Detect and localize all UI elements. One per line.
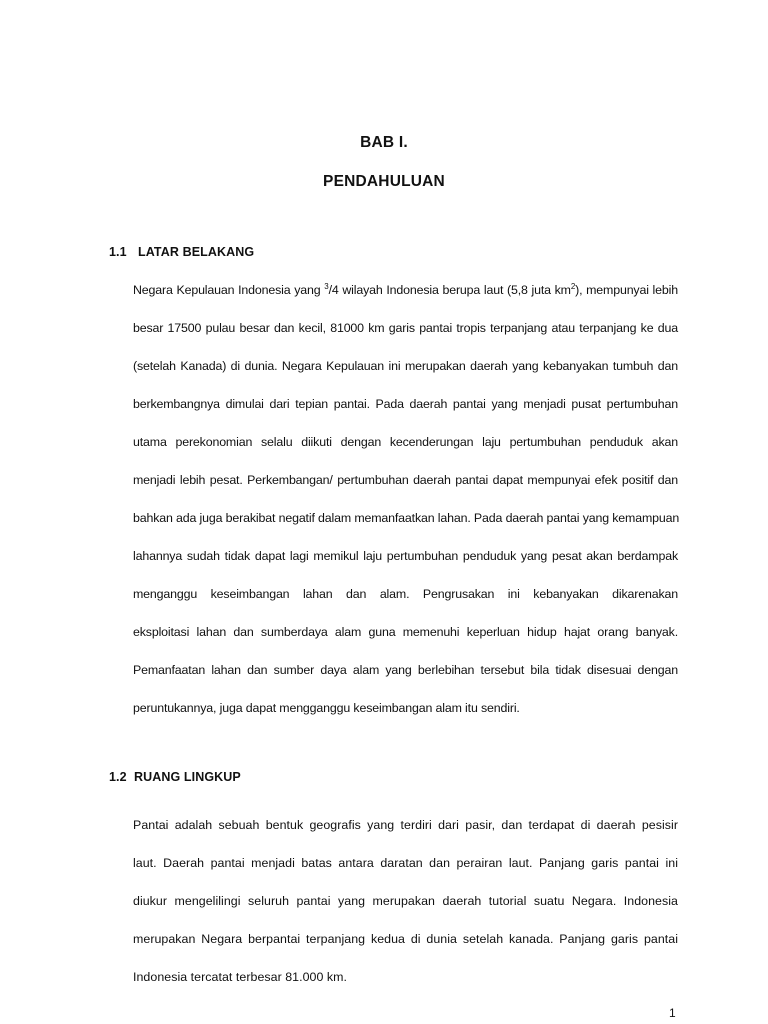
- section-number: 1.2: [109, 770, 127, 784]
- text-run: ), mempunyai lebih: [575, 283, 678, 297]
- paragraph-line: Pemanfaatan lahan dan sumber daya alam yang berlebihan tersebut bila tidak disesuai dengan: [133, 663, 678, 677]
- chapter-label: BAB I.: [360, 134, 408, 151]
- superscript: 2: [570, 282, 576, 291]
- paragraph-line: menjadi lebih pesat. Perkembangan/ pertumbuhan daerah pantai dapat mempunyai efek positif dan: [133, 473, 678, 487]
- paragraph-line: Pantai adalah sebuah bentuk geografis yang terdiri dari pasir, dan terdapat di daerah pesisir: [133, 818, 678, 832]
- section-heading-ruang-lingkup: [109, 770, 241, 784]
- paragraph-line: peruntukannya, juga dapat mengganggu keseimbangan alam itu sendiri.: [133, 701, 520, 715]
- paragraph-line: Indonesia tercatat terbesar 81.000 km.: [133, 970, 348, 984]
- paragraph-line: menganggu keseimbangan lahan dan alam. Pengrusakan ini kebanyakan dikarenakan: [133, 587, 678, 601]
- paragraph-line: merupakan Negara berpantai terpanjang kedua di dunia setelah kanada. Panjang garis pantai: [133, 932, 678, 946]
- section-title: RUANG LINGKUP: [134, 770, 241, 784]
- text-run: Negara Kepulauan Indonesia yang: [133, 283, 325, 297]
- section-title: LATAR BELAKANG: [138, 245, 255, 259]
- paragraph-line: utama perekonomian selalu diikuti dengan kecenderungan laju pertumbuhan penduduk akan: [133, 435, 678, 449]
- paragraph-latar-belakang: [133, 283, 678, 739]
- paragraph-line: diukur mengelilingi seluruh pantai yang merupakan daerah tutorial suatu Negara. Indonesia: [133, 894, 678, 908]
- chapter-title: PENDAHULUAN: [323, 173, 445, 190]
- paragraph-line: [133, 283, 678, 321]
- paragraph-line: besar 17500 pulau besar dan kecil, 81000 km garis pantai tropis terpanjang atau terpanjang ke dua: [133, 321, 678, 335]
- section-number: 1.1: [109, 245, 127, 259]
- page-number: 1: [669, 1006, 676, 1020]
- paragraph-line: berkembangnya dimulai dari tepian pantai. Pada daerah pantai yang menjadi pusat pertumbuhan: [133, 397, 678, 411]
- section-heading-latar-belakang: [109, 245, 254, 259]
- paragraph-line: lahannya sudah tidak dapat lagi memikul laju pertumbuhan penduduk yang pesat akan berdampak: [133, 549, 678, 563]
- paragraph-line: (setelah Kanada) di dunia. Negara Kepulauan ini merupakan daerah yang kebanyakan tumbuh dan: [133, 359, 678, 373]
- superscript: 3: [324, 282, 329, 291]
- paragraph-line: eksploitasi lahan dan sumberdaya alam guna memenuhi keperluan hidup hajat orang banyak.: [133, 625, 678, 639]
- paragraph-line: bahkan ada juga berakibat negatif dalam memanfaatkan lahan. Pada daerah pantai yang kemampuan: [133, 511, 680, 525]
- paragraph-ruang-lingkup: [133, 818, 678, 1008]
- paragraph-line: laut. Daerah pantai menjadi batas antara daratan dan perairan laut. Panjang garis pantai ini: [133, 856, 678, 870]
- text-run: /4 wilayah Indonesia berupa laut (5,8 juta km: [328, 283, 571, 297]
